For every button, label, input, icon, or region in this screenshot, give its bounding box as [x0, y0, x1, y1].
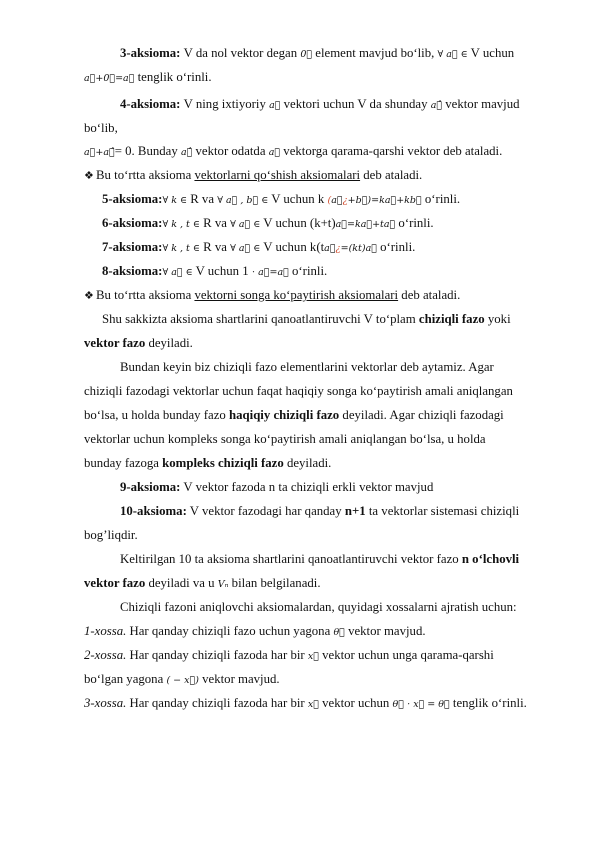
text-span: vektor uchun unga qarama-qarshi — [318, 648, 494, 662]
text-span: bo‘lib, — [84, 121, 118, 135]
text-line-l6 — [84, 167, 422, 184]
text-span: ∀ a⃗ ∈ — [230, 219, 261, 230]
text-span: o‘rinli. — [395, 216, 434, 230]
text-span: ∀ k , t ∈ — [162, 219, 200, 230]
text-line-l27 — [84, 671, 280, 689]
text-span: vektorga qarama-qarshi vektor deb ataladi. — [280, 144, 503, 158]
text-span: vektor odatda — [192, 144, 269, 158]
text-span: V ning ixtiyoriy — [183, 97, 270, 111]
text-span: V vektor fazoda n ta chiziqli erkli vektor mavjud — [180, 480, 434, 494]
text-line-l18 — [84, 455, 331, 471]
text-span: ¿ — [342, 195, 348, 206]
text-line-l15 — [84, 383, 513, 399]
text-span: V da nol vektor degan — [183, 46, 301, 60]
text-span: 4-aksioma: — [120, 97, 184, 111]
text-span: vektor uchun — [318, 696, 393, 710]
text-span: x⃗ — [307, 699, 319, 710]
text-span: chiziqli fazodagi vektorlar uchun faqat haqiqiy songa ko‘paytirish amali aniqlangan — [84, 384, 513, 398]
text-line-l19 — [120, 479, 433, 495]
text-span: a⃗+0⃗=a⃗ — [84, 73, 135, 84]
text-span: ∀ a⃗ ∈ — [162, 267, 193, 278]
text-line-l21 — [84, 527, 138, 543]
text-line-l14 — [120, 359, 494, 375]
text-span: Har qanday chiziqli fazoda har bir — [126, 696, 308, 710]
text-span: V uchun 1 — [192, 264, 252, 278]
text-span: vektor fazo — [84, 576, 146, 590]
text-span: ∀ a⃗ ∈ — [437, 49, 468, 60]
text-span: deyiladi. Agar chiziqli fazodagi — [339, 408, 504, 422]
text-span: V vektor fazodagi har qanday — [186, 504, 345, 518]
text-span: n+1 — [344, 504, 366, 518]
text-span: o‘rinli. — [288, 264, 328, 278]
text-span: 7-aksioma: — [102, 240, 163, 254]
text-line-l28 — [84, 695, 527, 713]
text-span: 3-xossa. — [84, 696, 127, 710]
text-line-l16 — [84, 407, 504, 423]
text-span: ( − x⃗) — [166, 675, 199, 686]
text-span: ( — [327, 195, 332, 206]
text-span: yoki — [484, 312, 511, 326]
text-span: vektori uchun V da shunday — [280, 97, 431, 111]
text-span: n o‘lchovli — [461, 552, 520, 566]
text-span: ∀ a⃗ , b⃗ ∈ — [217, 195, 269, 206]
text-span: 6-aksioma: — [102, 216, 163, 230]
text-span: a⃗̂ — [180, 147, 193, 158]
text-span: ∀ k ∈ — [162, 195, 187, 206]
text-line-l3 — [120, 96, 520, 114]
text-line-l12 — [102, 311, 511, 327]
text-span: V uchun k — [268, 192, 328, 206]
text-span: 9-aksioma: — [120, 480, 181, 494]
text-span: chiziqli fazo — [418, 312, 485, 326]
text-span: R va — [199, 216, 231, 230]
text-span: Har qanday chiziqli fazo uchun yagona — [126, 624, 334, 638]
text-span: ₙ — [224, 579, 229, 590]
text-span: V uchun k(t — [260, 240, 325, 254]
text-span: vektor mavjud — [442, 97, 520, 111]
text-span: vektorlar uchun kompleks songa ko‘paytirish amali aniqlangan bo‘lsa, u holda — [84, 432, 486, 446]
text-span: +b⃗)=ka⃗+kb⃗ — [347, 195, 422, 206]
text-line-l24 — [120, 599, 517, 615]
text-span: Bundan keyin biz chiziqli fazo elementlarini vektorlar deb aytamiz. Agar — [120, 360, 494, 374]
text-span: ⋅ a⃗=a⃗ — [251, 267, 289, 278]
text-span: a⃗ — [331, 195, 343, 206]
text-span: 3-aksioma: — [120, 46, 184, 60]
text-span: ta vektorlar sistemasi chiziqli — [365, 504, 520, 518]
text-span: Bu to‘rtta aksioma — [96, 288, 195, 302]
text-span: deyiladi va u — [145, 576, 218, 590]
text-span: kompleks chiziqli fazo — [162, 456, 284, 470]
text-span: bo‘lgan yagona — [84, 672, 167, 686]
text-span: θ⃗ ⋅ x⃗ = θ⃗ — [392, 699, 450, 710]
text-span: 1-xossa. — [84, 624, 127, 638]
text-span: bunday fazoga — [84, 456, 163, 470]
text-span: 5-aksioma: — [102, 192, 163, 206]
text-line-l8 — [102, 215, 434, 233]
text-span: 0⃗ — [300, 49, 313, 60]
text-span: o‘rinli. — [376, 240, 416, 254]
text-span: Har qanday chiziqli fazoda har bir — [126, 648, 308, 662]
diamond-bullet-icon: ❖ — [84, 290, 94, 302]
text-span: vektorni songa ko‘paytirish aksiomalari — [194, 288, 399, 302]
text-line-l4 — [84, 120, 118, 136]
text-span: tenglik o‘rinli. — [134, 70, 212, 84]
text-span: 10-aksioma: — [120, 504, 187, 518]
text-span: vektor mavjud. — [198, 672, 280, 686]
text-span: deb ataladi. — [360, 168, 423, 182]
text-line-l17 — [84, 431, 486, 447]
text-span: x⃗ — [307, 651, 319, 662]
text-span: = 0. Bunday — [114, 144, 181, 158]
text-line-l2 — [84, 69, 212, 87]
text-span: vektor mavjud. — [344, 624, 426, 638]
text-span: 2-xossa. — [84, 648, 127, 662]
text-span: deyiladi. — [145, 336, 193, 350]
text-line-l23 — [84, 575, 321, 593]
text-span: bog’liqdir. — [84, 528, 138, 542]
text-span: bilan belgilanadi. — [228, 576, 321, 590]
text-span: Shu sakkizta aksioma shartlarini qanoatlantiruvchi V to‘plam — [102, 312, 419, 326]
text-span: a⃗ — [324, 243, 336, 254]
text-span: Keltirilgan 10 ta aksioma shartlarini qanoatlantiruvchi vektor fazo — [120, 552, 462, 566]
text-line-l26 — [84, 647, 494, 665]
text-span: deb ataladi. — [398, 288, 461, 302]
text-span: bo‘lsa, u holda bunday fazo — [84, 408, 229, 422]
text-span: o‘rinli. — [421, 192, 461, 206]
text-span: tenglik o‘rinli. — [449, 696, 527, 710]
text-span: a⃗ — [269, 100, 281, 111]
text-span: a⃗ — [268, 147, 281, 158]
text-span: a⃗̂ — [430, 100, 443, 111]
text-line-l11 — [84, 287, 460, 304]
text-span: element mavjud bo‘lib, — [312, 46, 438, 60]
text-span: θ⃗ — [333, 627, 345, 638]
text-span: Chiziqli fazoni aniqlovchi aksiomalardan, quyidagi xossalarni ajratish uchun: — [120, 600, 517, 614]
text-line-l7 — [102, 191, 460, 209]
text-line-l25 — [84, 623, 426, 641]
text-span: =(kt)a⃗ — [340, 243, 377, 254]
text-span: a⃗+a⃗̂ — [84, 147, 115, 158]
text-span: ¿ — [335, 243, 341, 254]
text-span: vektor fazo — [84, 336, 146, 350]
text-span: V uchun (k+t) — [260, 216, 336, 230]
text-span: haqiqiy chiziqli fazo — [229, 408, 340, 422]
text-line-l9 — [102, 239, 415, 257]
text-span: a⃗=ka⃗+ta⃗ — [335, 219, 396, 230]
text-span: R va — [187, 192, 218, 206]
text-line-l20 — [120, 503, 519, 519]
text-span: vektorlarni qo‘shish aksiomalari — [194, 168, 361, 182]
text-span: 8-aksioma: — [102, 264, 163, 278]
text-line-l13 — [84, 335, 193, 351]
text-span: Bu to‘rtta aksioma — [96, 168, 195, 182]
text-span: V uchun — [467, 46, 515, 60]
text-span: ∀ k , t ∈ — [162, 243, 200, 254]
text-line-l22 — [120, 551, 519, 567]
diamond-bullet-icon: ❖ — [84, 170, 94, 182]
text-span: R va — [199, 240, 231, 254]
text-span: ∀ a⃗ ∈ — [230, 243, 261, 254]
text-line-l1 — [120, 45, 514, 63]
text-span: V — [217, 579, 225, 590]
text-line-l5 — [84, 143, 502, 161]
text-span: deyiladi. — [283, 456, 332, 470]
text-line-l10 — [102, 263, 327, 281]
